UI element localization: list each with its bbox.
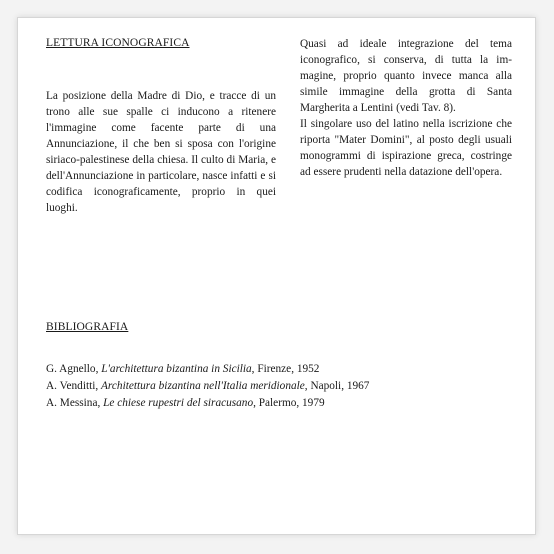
bibliography-section: [46, 320, 516, 412]
paragraph-latino: Il singolare uso del latino nella iscrizione che riporta "Mater Domini", al posto degli usuali monogrammi di ispirazione greca, costringe ad essere prudenti nella datazione dell'opera.: [300, 118, 512, 178]
bibliography-entry: [46, 378, 516, 395]
entry-author: A. Venditti,: [46, 380, 102, 392]
entry-title: Architettura bizantina nell'Italia meridionale: [101, 380, 305, 392]
entry-author: G. Agnello,: [46, 363, 102, 375]
left-column: [46, 36, 276, 216]
entry-title: Le chiese rupestri del siracusano: [103, 397, 254, 409]
right-column: [300, 36, 512, 180]
entry-author: A. Messina,: [46, 397, 104, 409]
section-heading-bibliografia: BIBLIOGRAFIA: [46, 321, 129, 333]
entry-publication: , Firenze, 1952: [251, 363, 320, 375]
section-heading-lettura: LETTURA ICONOGRAFICA: [46, 37, 190, 49]
bibliography-entry: [46, 395, 516, 412]
bibliography-entry: [46, 361, 516, 378]
entry-publication: , Napoli, 1967: [304, 380, 370, 392]
document-page: [17, 17, 536, 535]
paragraph-lettura: La posizione della Madre di Dio, e tracce di un trono alle sue spalle ci inducono a ritenere l'immagine come facente parte di una Annunciazione, il che ben si sposa con l'origine siriaco-palestinese della chiesa. Il culto di Maria, e dell'Annunciazione in particolare, nasce infatti e si codifica iconograficamente, proprio in quei luoghi.: [46, 90, 276, 214]
entry-title: L'architettura bizantina in Sicilia: [101, 363, 252, 375]
bibliography-list: [46, 361, 516, 412]
entry-publication: , Palermo, 1979: [253, 397, 325, 409]
paragraph-integrazione: Quasi ad ideale integrazione del tema iconografico, si conserva, di tutta la immagine, proprio quanto invece manca alla simile immagine della grotta di Santa Margherita a Lentini (vedi Tav. 8).: [300, 38, 512, 114]
